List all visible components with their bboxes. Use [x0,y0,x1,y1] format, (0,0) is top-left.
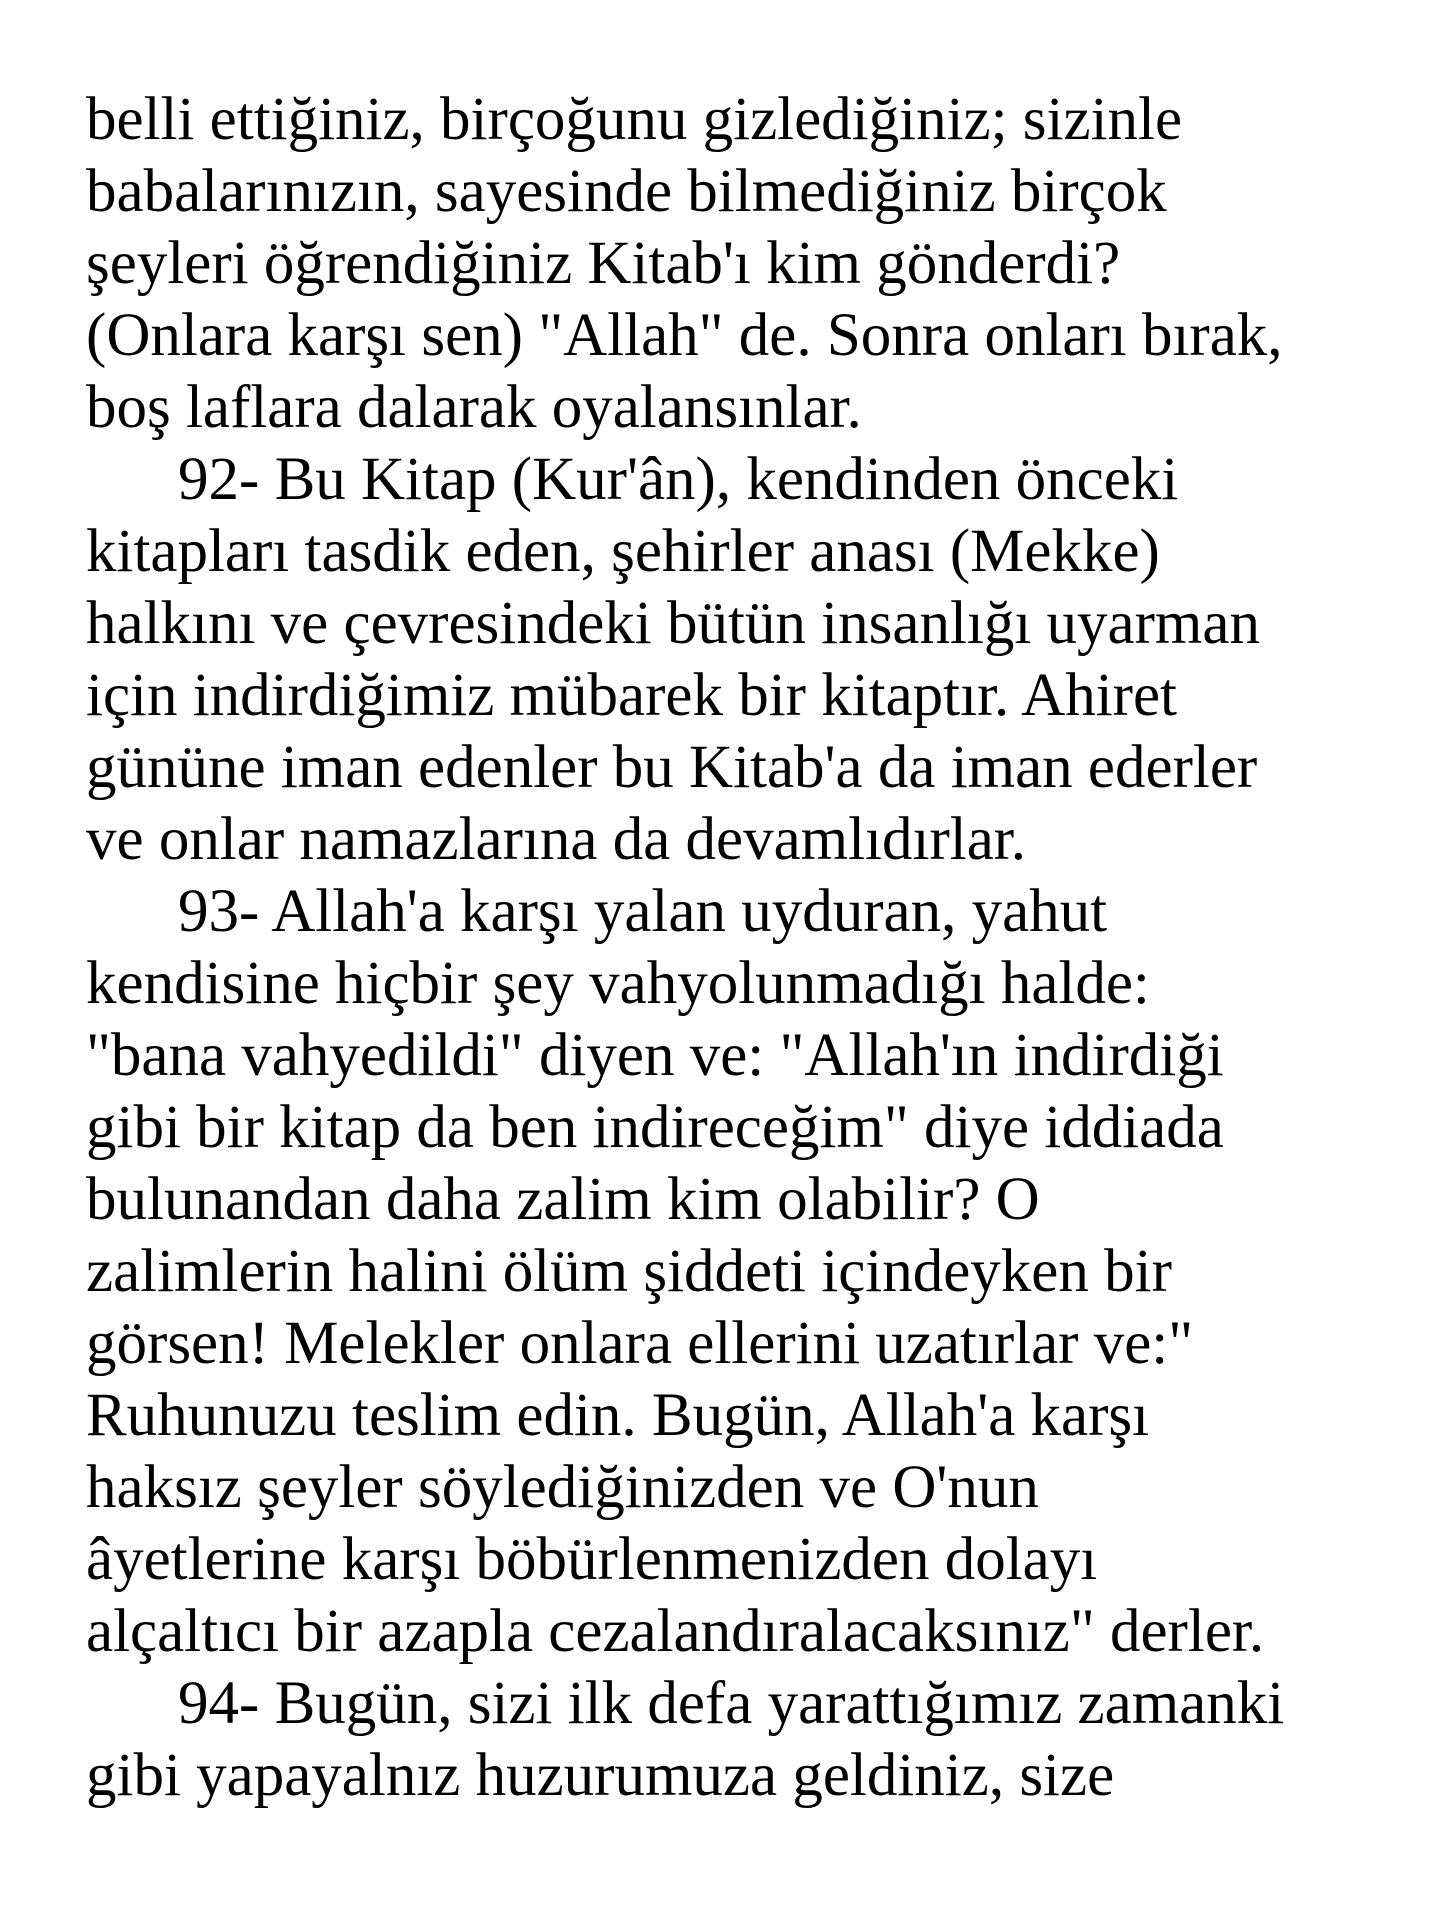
text-line: "bana vahyedildi" diyen ve: "Allah'ın indirdiği [86,1022,1224,1089]
text-line: haksız şeyler söylediğinizden ve O'nun [86,1454,1039,1521]
verse-92-start: 92- Bu Kitap (Kur'ân), kendinden önceki [178,446,1179,513]
text-line: (Onlara karşı sen) "Allah" de. Sonra onları bırak, [86,302,1283,369]
text-line: babalarınızın, sayesinde bilmediğiniz birçok [86,158,1167,225]
text-line: halkını ve çevresindeki bütün insanlığı uyarman [86,590,1260,657]
text-line: gibi yapayalnız huzurumuza geldiniz, size [86,1742,1115,1809]
text-line: zalimlerin halini ölüm şiddeti içindeyken bir [86,1238,1172,1305]
verse-94-start: 94- Bugün, sizi ilk defa yarattığımız zamanki [178,1670,1285,1737]
verse-93-start: 93- Allah'a karşı yalan uyduran, yahut [178,878,1108,945]
text-line: gibi bir kitap da ben indireceğim" diye iddiada [86,1094,1224,1161]
text-line: kitapları tasdik eden, şehirler anası (Mekke) [86,518,1160,585]
text-line: ve onlar namazlarına da devamlıdırlar. [86,806,1026,873]
text-line: Ruhunuzu teslim edin. Bugün, Allah'a karşı [86,1382,1150,1449]
text-line: âyetlerine karşı böbürlenmenizden dolayı [86,1526,1098,1593]
text-line: alçaltıcı bir azapla cezalandıralacaksınız" derler. [86,1598,1265,1665]
text-line: görsen! Melekler onlara ellerini uzatırlar ve:" [86,1310,1194,1377]
document-page [86,84,1416,1812]
text-line: bulunandan daha zalim kim olabilir? O [86,1166,1040,1233]
text-line: gününe iman edenler bu Kitab'a da iman ederler [86,734,1258,801]
text-line: için indirdiğimiz mübarek bir kitaptır. Ahiret [86,662,1178,729]
text-line: şeyleri öğrendiğiniz Kitab'ı kim gönderdi? [86,230,1121,297]
text-line: boş laflara dalarak oyalansınlar. [86,374,862,441]
text-line: kendisine hiçbir şey vahyolunmadığı halde: [86,950,1150,1017]
text-line: belli ettiğiniz, birçoğunu gizlediğiniz; sizinle [86,86,1183,153]
